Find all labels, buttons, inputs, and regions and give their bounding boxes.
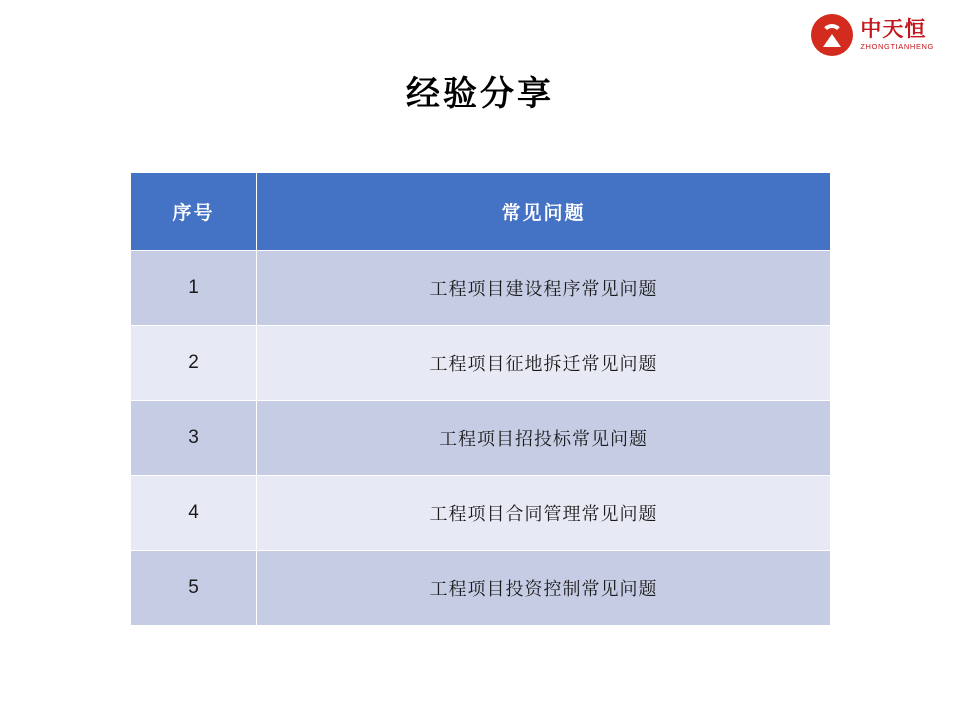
row-question: 工程项目合同管理常见问题 xyxy=(257,476,831,551)
table-row xyxy=(131,401,831,476)
row-index: 3 xyxy=(131,401,257,476)
table-row xyxy=(131,326,831,401)
logo-chinese-name: 中天恒 xyxy=(860,17,927,42)
row-question: 工程项目投资控制常见问题 xyxy=(257,551,831,626)
table-row xyxy=(131,476,831,551)
company-logo xyxy=(811,14,934,56)
column-header-index: 序号 xyxy=(131,173,257,251)
common-issues-table xyxy=(130,172,830,626)
row-index: 1 xyxy=(131,251,257,326)
logo-text xyxy=(860,19,934,51)
column-header-question: 常见问题 xyxy=(257,173,831,251)
mountain-logo-icon xyxy=(811,14,853,56)
table-row xyxy=(131,551,831,626)
table-header-row xyxy=(131,173,831,251)
row-question: 工程项目建设程序常见问题 xyxy=(257,251,831,326)
page-title: 经验分享 xyxy=(406,74,554,114)
row-index: 4 xyxy=(131,476,257,551)
row-question: 工程项目征地拆迁常见问题 xyxy=(257,326,831,401)
logo-english-name: ZHONGTIANHENG xyxy=(860,42,934,52)
row-question: 工程项目招投标常见问题 xyxy=(257,401,831,476)
row-index: 5 xyxy=(131,551,257,626)
row-index: 2 xyxy=(131,326,257,401)
table-row xyxy=(131,251,831,326)
